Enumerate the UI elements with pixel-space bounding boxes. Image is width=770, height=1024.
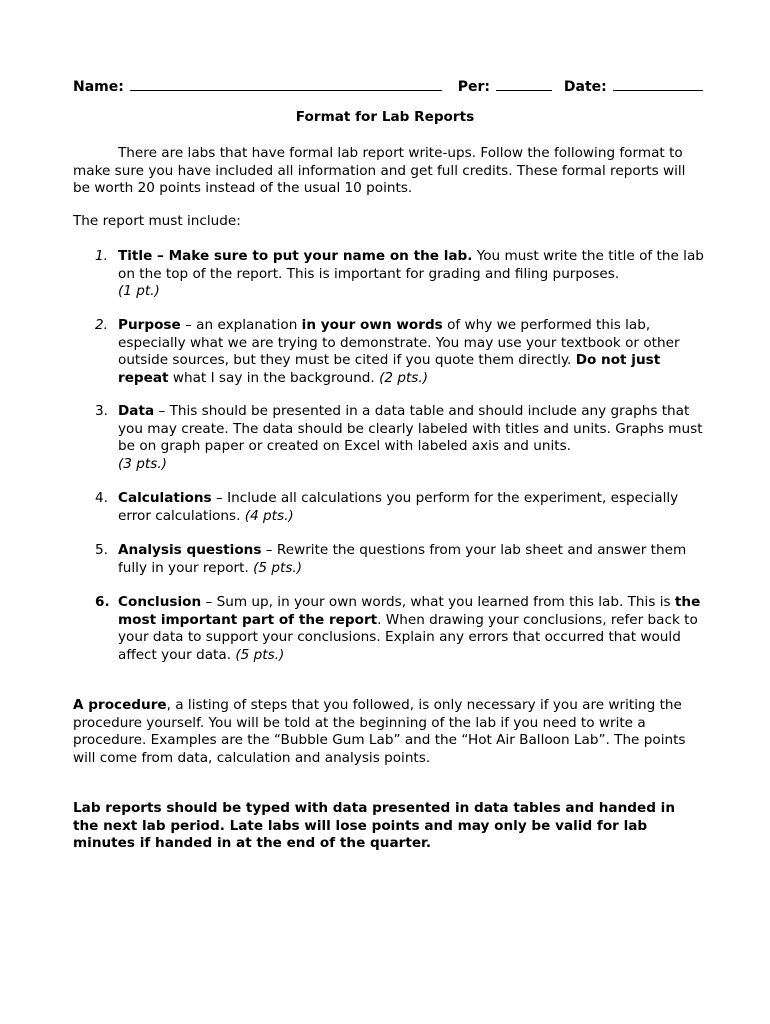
item-number: 5. <box>95 542 108 558</box>
procedure-text: , a listing of steps that you followed, is only necessary if you are writing the procedure yourself. You will be told at the beginning of the lab if you need to write a procedure. Examples are the “Bubble Gum Lab” and the “Hot Air Balloon Lab”. The points will come from data, calculation and analysis points. <box>73 697 686 766</box>
item-lead: Analysis questions <box>118 542 262 558</box>
per-label: Per: <box>457 79 490 95</box>
item-lead: Title – Make sure to put your name on the lab. <box>118 248 473 264</box>
item-body <box>118 594 705 664</box>
item-text: You must write the title of the lab on the top of the report. This is important for grading and filing purposes. <box>118 248 704 282</box>
item-body <box>118 490 705 525</box>
item-points: (5 pts.) <box>235 646 285 663</box>
item-points: (2 pts.) <box>379 369 429 386</box>
item-number: 1. <box>95 248 108 264</box>
intro-paragraph: There are labs that have formal lab report write-ups. Follow the following format to make sure you have included all information and get full credits. These formal reports will be worth 20 points instead of the usual 10 points. <box>73 145 686 197</box>
name-label: Name: <box>73 79 124 95</box>
list-item-conclusion <box>95 594 705 664</box>
item-text: what I say in the background. <box>168 369 380 386</box>
per-blank[interactable] <box>496 75 552 91</box>
item-text: – Rewrite the questions from your lab sheet and answer them fully in your report. <box>118 542 687 576</box>
item-text: – an explanation <box>180 317 302 333</box>
final-note: Lab reports should be typed with data presented in data tables and handed in the next lab period. Late labs will lose points and may only be valid for lab minutes if handed in at the end of the quarter. <box>73 800 676 852</box>
item-lead: Purpose <box>118 317 181 333</box>
item-number: 6. <box>95 594 110 610</box>
page-title: Format for Lab Reports <box>295 109 475 125</box>
date-label: Date: <box>563 79 607 95</box>
student-info-header <box>73 75 703 97</box>
list-item-calculations <box>95 490 705 525</box>
item-text: of why we performed this lab, especially what we are trying to demonstrate. You may use your textbook or other outside sources, but they must be cited if you quote them directly. <box>118 317 680 369</box>
item-lead: Calculations <box>118 490 212 506</box>
list-item-analysis <box>95 542 705 577</box>
item-emphasis: the most important part of the report <box>118 594 701 628</box>
item-points: (1 pt.) <box>118 283 160 300</box>
item-lead: Data <box>118 403 155 419</box>
item-points: (4 pts.) <box>244 507 294 524</box>
item-number: 4. <box>95 490 108 506</box>
list-item-title <box>95 248 705 301</box>
name-blank[interactable] <box>130 75 442 91</box>
date-blank[interactable] <box>613 75 703 91</box>
item-body <box>118 542 705 577</box>
item-body <box>118 403 705 473</box>
item-points: (5 pts.) <box>253 559 303 576</box>
item-emphasis: in your own words <box>301 317 443 333</box>
item-text: – Sum up, in your own words, what you learned from this lab. This is <box>201 594 675 610</box>
list-item-purpose <box>95 317 705 387</box>
item-number: 3. <box>95 403 108 419</box>
item-lead: Conclusion <box>118 594 202 610</box>
item-text: – This should be presented in a data table and should include any graphs that you may create. The data should be clearly labeled with titles and units. Graphs must be on graph paper or created on Excel with labeled axis and units. <box>118 403 703 455</box>
must-include-label: The report must include: <box>73 213 241 229</box>
item-text: . When drawing your conclusions, refer back to your data to support your conclusions. Explain any errors that occurred that would affect your data. <box>118 611 698 663</box>
procedure-paragraph <box>73 697 703 767</box>
item-body <box>118 248 705 301</box>
item-body <box>118 317 705 387</box>
item-number: 2. <box>95 317 108 333</box>
item-text: – Include all calculations you perform for the experiment, especially error calculations. <box>118 490 679 524</box>
procedure-lead: A procedure <box>73 697 167 713</box>
list-item-data <box>95 403 705 473</box>
item-points: (3 pts.) <box>118 455 167 472</box>
item-emphasis: Do not just repeat <box>118 352 661 386</box>
